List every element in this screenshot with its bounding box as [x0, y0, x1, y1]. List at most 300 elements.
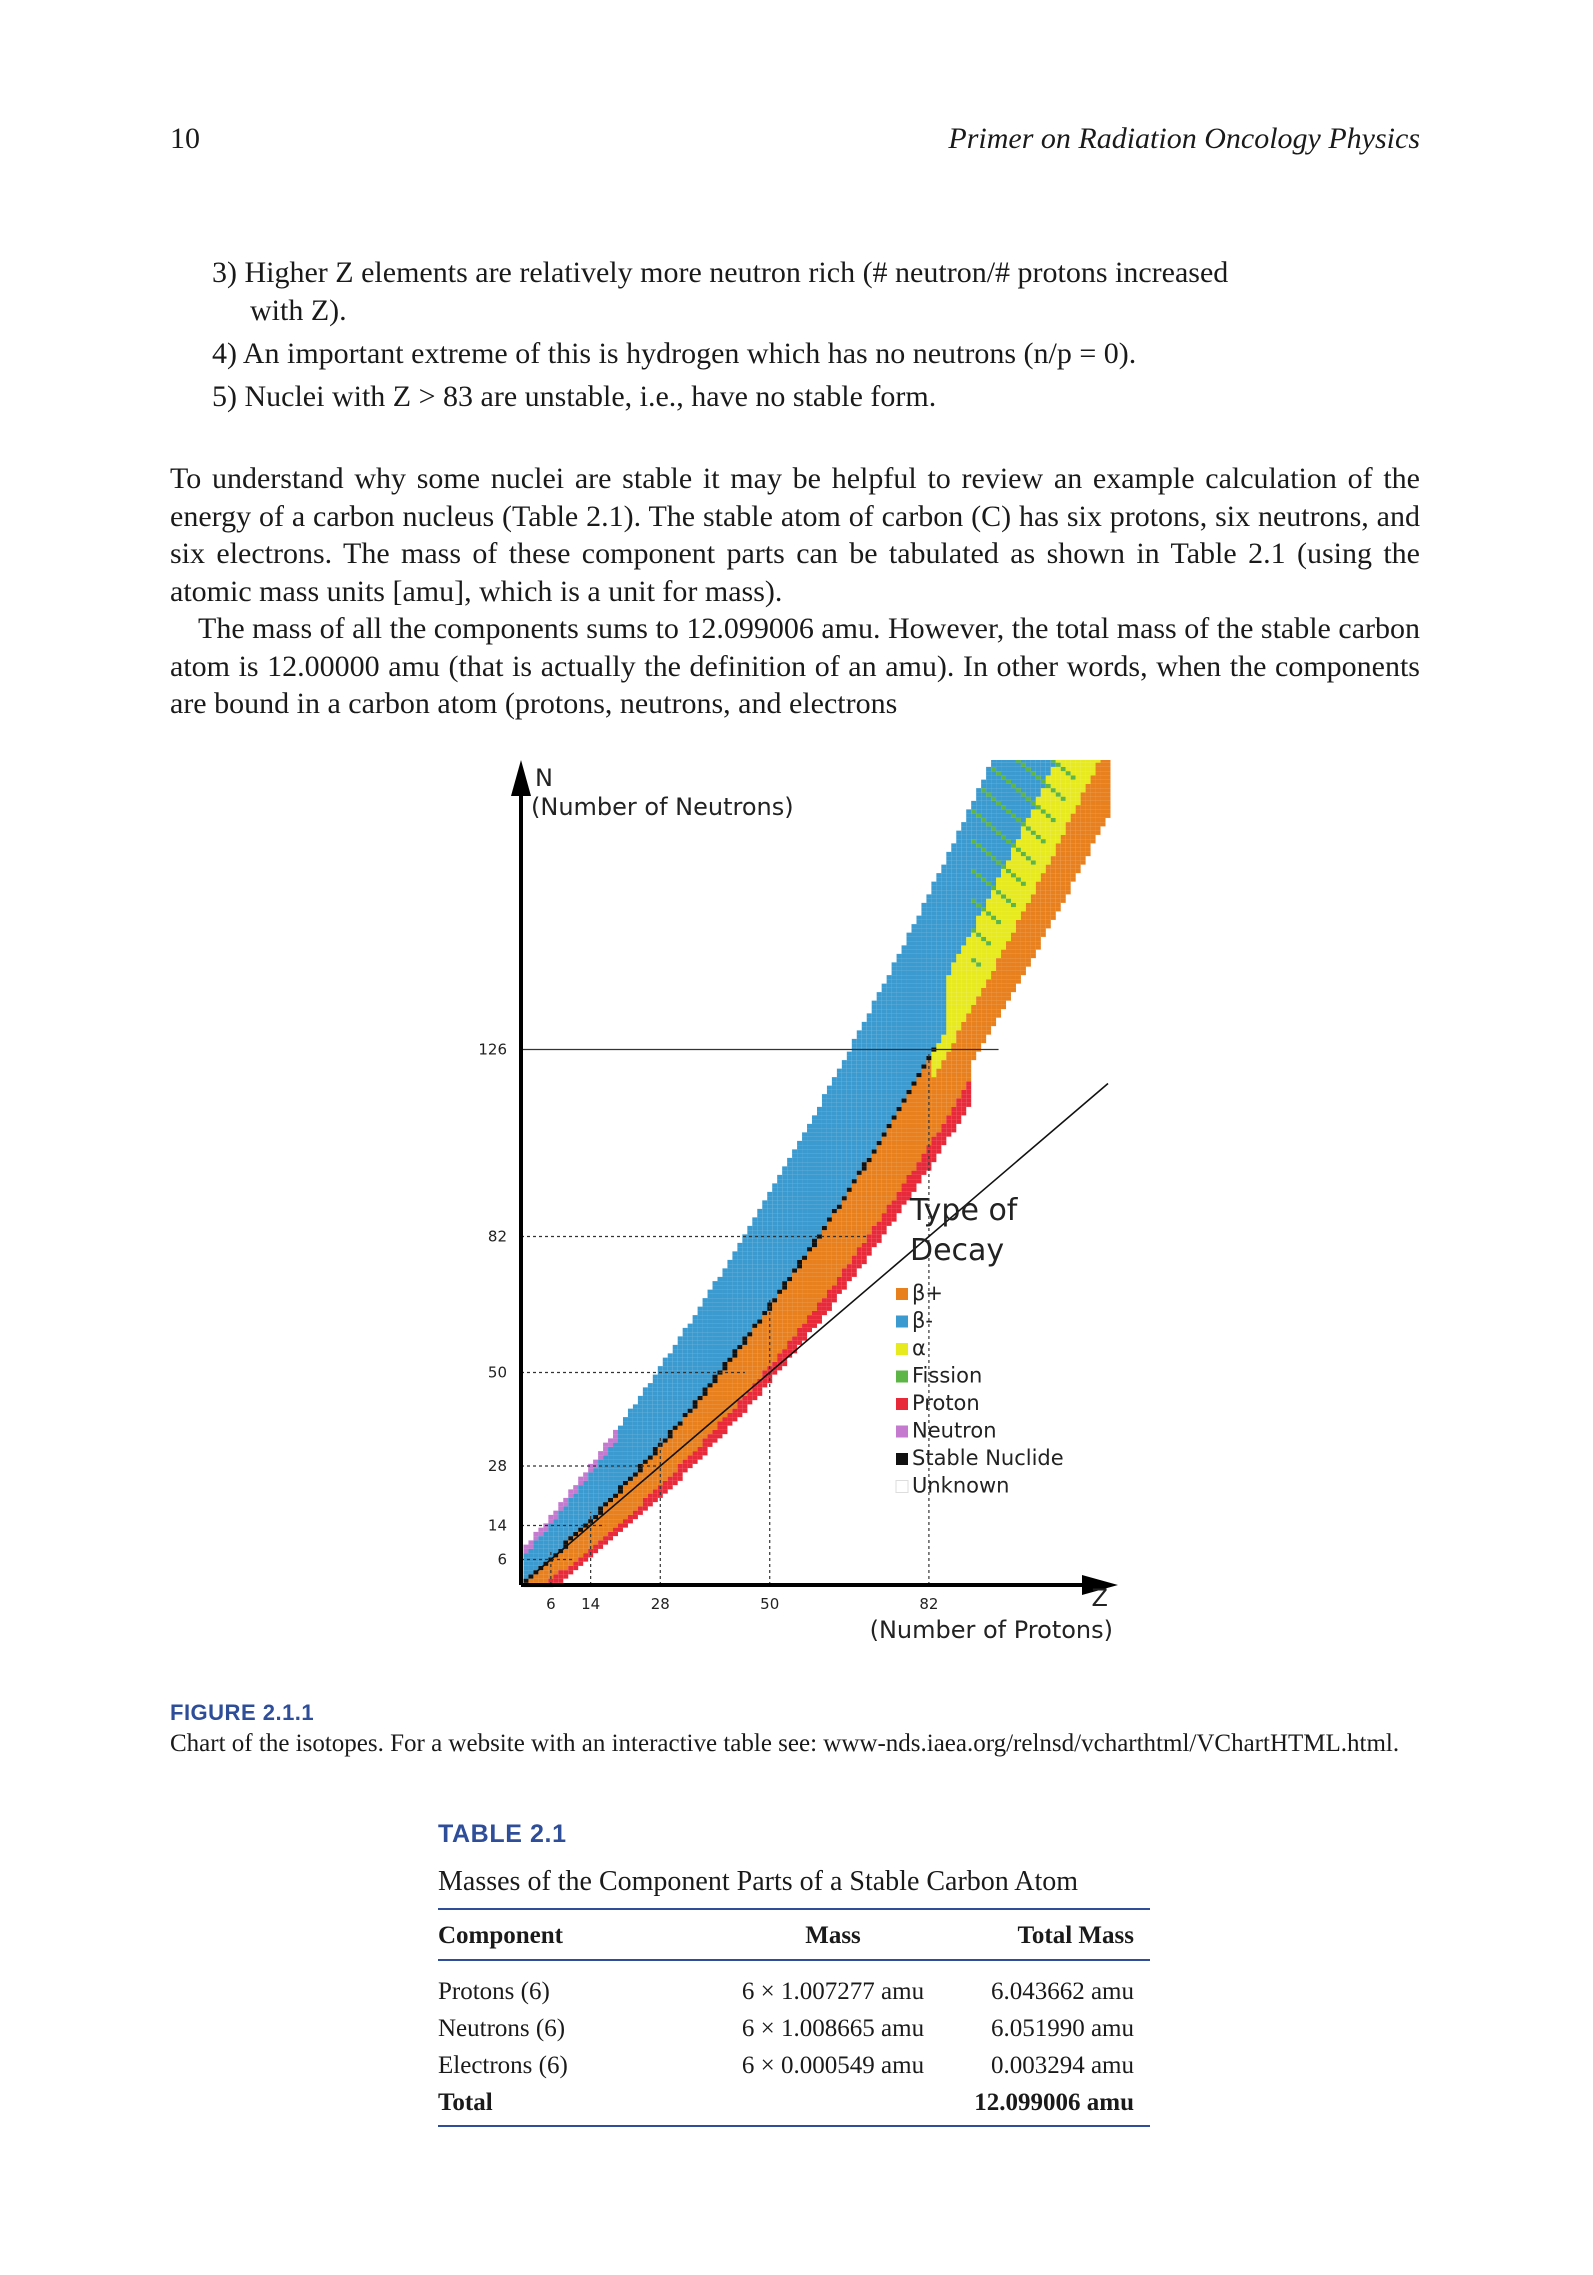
nuclide-cell — [573, 1489, 578, 1493]
nuclide-cell — [1061, 805, 1066, 809]
nuclide-cell — [742, 1307, 747, 1311]
nuclide-cell — [613, 1460, 618, 1464]
nuclide-cell — [832, 1260, 837, 1264]
nuclide-cell — [857, 1264, 862, 1268]
nuclide-cell — [578, 1489, 583, 1493]
nuclide-cell — [1001, 822, 1006, 826]
nuclide-cell — [822, 1247, 827, 1251]
nuclide-cell — [1021, 911, 1026, 915]
nuclide-cell — [802, 1213, 807, 1217]
nuclide-cell — [817, 1302, 822, 1306]
nuclide-cell — [807, 1230, 812, 1234]
nuclide-cell — [872, 1090, 877, 1094]
nuclide-cell — [1006, 818, 1011, 822]
nuclide-cell — [981, 971, 986, 975]
nuclide-cell — [762, 1230, 767, 1234]
nuclide-cell — [633, 1430, 638, 1434]
nuclide-cell — [653, 1455, 658, 1459]
nuclide-cell — [1001, 950, 1006, 954]
nuclide-cell — [971, 928, 976, 932]
nuclide-cell — [832, 1107, 837, 1111]
nuclide-cell — [1026, 869, 1031, 873]
nuclide-cell — [747, 1336, 752, 1340]
nuclide-cell — [931, 916, 936, 920]
nuclide-cell — [802, 1319, 807, 1323]
nuclide-cell — [623, 1477, 628, 1481]
nuclide-cell — [792, 1205, 797, 1209]
nuclide-cell — [941, 958, 946, 962]
nuclide-cell — [961, 873, 966, 877]
nuclide-cell — [747, 1328, 752, 1332]
nuclide-cell — [1036, 792, 1041, 796]
nuclide-cell — [767, 1251, 772, 1255]
nuclide-cell — [926, 1039, 931, 1043]
nuclide-cell — [817, 1115, 822, 1119]
nuclide-cell — [971, 1026, 976, 1030]
nuclide-cell — [1031, 860, 1036, 864]
nuclide-cell — [732, 1324, 737, 1328]
nuclide-cell — [633, 1417, 638, 1421]
nuclide-cell — [921, 945, 926, 949]
nuclide-cell — [1016, 831, 1021, 835]
nuclide-cell — [757, 1349, 762, 1353]
nuclide-cell — [867, 1103, 872, 1107]
nuclide-cell — [807, 1315, 812, 1319]
nuclide-cell — [931, 907, 936, 911]
nuclide-cell — [718, 1392, 723, 1396]
nuclide-cell — [837, 1158, 842, 1162]
nuclide-cell — [683, 1426, 688, 1430]
nuclide-cell — [902, 1001, 907, 1005]
nuclide-cell — [926, 1030, 931, 1034]
nuclide-cell — [916, 937, 921, 941]
nuclide-cell — [817, 1137, 822, 1141]
nuclide-cell — [558, 1574, 563, 1578]
nuclide-cell — [583, 1536, 588, 1540]
nuclide-cell — [951, 852, 956, 856]
nuclide-cell — [1001, 839, 1006, 843]
nuclide-cell — [971, 822, 976, 826]
nuclide-cell — [892, 1026, 897, 1030]
nuclide-cell — [1006, 763, 1011, 767]
nuclide-cell — [722, 1366, 727, 1370]
nuclide-cell — [872, 1064, 877, 1068]
nuclide-cell — [797, 1141, 802, 1145]
nuclide-cell — [941, 1022, 946, 1026]
nuclide-cell — [528, 1562, 533, 1566]
nuclide-cell — [553, 1536, 558, 1540]
nuclide-cell — [1016, 890, 1021, 894]
nuclide-cell — [653, 1404, 658, 1408]
nuclide-cell — [548, 1545, 553, 1549]
nuclide-cell — [832, 1183, 837, 1187]
nuclide-cell — [897, 1128, 902, 1132]
nuclide-cell — [703, 1358, 708, 1362]
nuclide-cell — [852, 1115, 857, 1119]
nuclide-cell — [996, 882, 1001, 886]
nuclide-cell — [673, 1443, 678, 1447]
nuclide-cell — [578, 1485, 583, 1489]
nuclide-cell — [1021, 937, 1026, 941]
nuclide-cell — [1051, 814, 1056, 818]
nuclide-cell — [827, 1239, 832, 1243]
nuclide-cell — [822, 1226, 827, 1230]
nuclide-cell — [1026, 843, 1031, 847]
nuclide-cell — [986, 831, 991, 835]
nuclide-cell — [867, 1154, 872, 1158]
nuclide-cell — [1006, 924, 1011, 928]
nuclide-cell — [872, 1239, 877, 1243]
nuclide-cell — [668, 1387, 673, 1391]
nuclide-cell — [673, 1472, 678, 1476]
nuclide-cell — [812, 1251, 817, 1255]
nuclide-cell — [1011, 784, 1016, 788]
nuclide-cell — [1031, 852, 1036, 856]
nuclide-cell — [897, 1124, 902, 1128]
nuclide-cell — [643, 1481, 648, 1485]
nuclide-cell — [916, 1081, 921, 1085]
nuclide-cell — [752, 1358, 757, 1362]
nuclide-cell — [842, 1179, 847, 1183]
nuclide-cell — [787, 1294, 792, 1298]
nuclide-cell — [598, 1519, 603, 1523]
nuclide-cell — [857, 1043, 862, 1047]
nuclide-cell — [777, 1302, 782, 1306]
nuclide-cell — [693, 1387, 698, 1391]
nuclide-cell — [1061, 822, 1066, 826]
nuclide-cell — [907, 988, 912, 992]
nuclide-cell — [782, 1213, 787, 1217]
nuclide-cell — [668, 1383, 673, 1387]
nuclide-cell — [757, 1387, 762, 1391]
nuclide-cell — [882, 1132, 887, 1136]
nuclide-cell — [797, 1205, 802, 1209]
nuclide-cell — [638, 1506, 643, 1510]
nuclide-cell — [936, 1043, 941, 1047]
nuclide-cell — [558, 1562, 563, 1566]
nuclide-cell — [931, 941, 936, 945]
nuclide-cell — [857, 1222, 862, 1226]
nuclide-cell — [762, 1345, 767, 1349]
nuclide-cell — [693, 1375, 698, 1379]
nuclide-cell — [683, 1447, 688, 1451]
nuclide-cell — [991, 954, 996, 958]
nuclide-cell — [956, 958, 961, 962]
nuclide-cell — [941, 894, 946, 898]
nuclide-cell — [832, 1230, 837, 1234]
nuclide-cell — [877, 1103, 882, 1107]
nuclide-cell — [757, 1209, 762, 1213]
nuclide-cell — [737, 1409, 742, 1413]
nuclide-cell — [1036, 945, 1041, 949]
nuclide-cell — [862, 1035, 867, 1039]
nuclide-cell — [877, 1179, 882, 1183]
nuclide-cell — [936, 1001, 941, 1005]
nuclide-cell — [782, 1217, 787, 1221]
nuclide-cell — [747, 1285, 752, 1289]
nuclide-cell — [986, 911, 991, 915]
nuclide-cell — [976, 933, 981, 937]
nuclide-cell — [1016, 848, 1021, 852]
nuclide-cell — [857, 1256, 862, 1260]
nuclide-cell — [792, 1209, 797, 1213]
nuclide-cell — [742, 1243, 747, 1247]
nuclide-cell — [658, 1400, 663, 1404]
nuclide-cell — [722, 1302, 727, 1306]
nuclide-cell — [872, 1094, 877, 1098]
nuclide-cell — [633, 1426, 638, 1430]
nuclide-cell — [543, 1549, 548, 1553]
nuclide-cell — [852, 1128, 857, 1132]
nuclide-cell — [971, 818, 976, 822]
nuclide-cell — [872, 1209, 877, 1213]
nuclide-cell — [857, 1120, 862, 1124]
nuclide-cell — [921, 996, 926, 1000]
nuclide-cell — [847, 1111, 852, 1115]
nuclide-cell — [971, 877, 976, 881]
nuclide-cell — [1011, 967, 1016, 971]
nuclide-cell — [578, 1511, 583, 1515]
nuclide-cell — [1016, 894, 1021, 898]
nuclide-cell — [688, 1464, 693, 1468]
nuclide-cell — [613, 1434, 618, 1438]
nuclide-cell — [892, 1086, 897, 1090]
nuclide-cell — [877, 1222, 882, 1226]
nuclide-cell — [817, 1277, 822, 1281]
nuclide-cell — [1036, 822, 1041, 826]
nuclide-cell — [867, 1141, 872, 1145]
nuclide-cell — [797, 1175, 802, 1179]
nuclide-cell — [976, 1009, 981, 1013]
nuclide-cell — [837, 1120, 842, 1124]
nuclide-cell — [608, 1443, 613, 1447]
nuclide-cell — [608, 1489, 613, 1493]
nuclide-cell — [956, 860, 961, 864]
nuclide-cell — [912, 988, 917, 992]
nuclide-cell — [837, 1243, 842, 1247]
nuclide-cell — [737, 1400, 742, 1404]
nuclide-cell — [936, 1039, 941, 1043]
nuclide-cell — [857, 1217, 862, 1221]
nuclide-cell — [892, 1217, 897, 1221]
nuclide-cell — [1036, 771, 1041, 775]
nuclide-cell — [718, 1277, 723, 1281]
nuclide-cell — [1031, 873, 1036, 877]
nuclide-cell — [1011, 958, 1016, 962]
nuclide-cell — [1001, 848, 1006, 852]
nuclide-cell — [772, 1298, 777, 1302]
nuclide-cell — [857, 1230, 862, 1234]
nuclide-cell — [638, 1468, 643, 1472]
nuclide-cell — [767, 1205, 772, 1209]
nuclide-cell — [762, 1353, 767, 1357]
nuclide-cell — [792, 1315, 797, 1319]
nuclide-cell — [772, 1273, 777, 1277]
nuclide-cell — [832, 1256, 837, 1260]
nuclide-cell — [693, 1455, 698, 1459]
nuclide-cell — [822, 1307, 827, 1311]
nuclide-cell — [683, 1413, 688, 1417]
nuclide-cell — [991, 1001, 996, 1005]
nuclide-cell — [812, 1145, 817, 1149]
nuclide-cell — [976, 996, 981, 1000]
nuclide-cell — [1011, 937, 1016, 941]
nuclide-cell — [1031, 933, 1036, 937]
nuclide-cell — [1011, 775, 1016, 779]
nuclide-cell — [678, 1396, 683, 1400]
nuclide-cell — [976, 1035, 981, 1039]
nuclide-cell — [1006, 860, 1011, 864]
nuclide-cell — [931, 899, 936, 903]
nuclide-cell — [1036, 775, 1041, 779]
nuclide-cell — [1031, 903, 1036, 907]
nuclide-cell — [563, 1540, 568, 1544]
nuclide-cell — [767, 1294, 772, 1298]
nuclide-cell — [668, 1464, 673, 1468]
nuclide-cell — [792, 1166, 797, 1170]
nuclide-cell — [966, 1005, 971, 1009]
nuclide-cell — [832, 1090, 837, 1094]
nuclide-cell — [1011, 801, 1016, 805]
nuclide-cell — [762, 1294, 767, 1298]
nuclide-cell — [867, 1222, 872, 1226]
nuclide-cell — [936, 924, 941, 928]
nuclide-cell — [628, 1472, 633, 1476]
nuclide-cell — [792, 1154, 797, 1158]
nuclide-cell — [1031, 775, 1036, 779]
nuclide-cell — [628, 1515, 633, 1519]
nuclide-cell — [727, 1315, 732, 1319]
nuclide-cell — [916, 971, 921, 975]
nuclide-cell — [872, 1005, 877, 1009]
nuclide-cell — [708, 1324, 713, 1328]
nuclide-cell — [996, 916, 1001, 920]
nuclide-cell — [1006, 877, 1011, 881]
nuclide-cell — [722, 1332, 727, 1336]
nuclide-cell — [996, 788, 1001, 792]
nuclide-cell — [618, 1511, 623, 1515]
nuclide-cell — [852, 1247, 857, 1251]
nuclide-cell — [986, 992, 991, 996]
nuclide-cell — [862, 1251, 867, 1255]
nuclide-cell — [752, 1315, 757, 1319]
nuclide-cell — [882, 1103, 887, 1107]
nuclide-cell — [718, 1345, 723, 1349]
nuclide-cell — [543, 1545, 548, 1549]
nuclide-cell — [941, 1009, 946, 1013]
nuclide-cell — [568, 1570, 573, 1574]
nuclide-cell — [698, 1413, 703, 1417]
nuclide-cell — [732, 1285, 737, 1289]
nuclide-cell — [708, 1392, 713, 1396]
nuclide-cell — [1026, 822, 1031, 826]
nuclide-cell — [902, 1128, 907, 1132]
nuclide-cell — [1036, 886, 1041, 890]
nuclide-cell — [588, 1494, 593, 1498]
nuclide-cell — [593, 1472, 598, 1476]
nuclide-cell — [742, 1332, 747, 1336]
nuclide-cell — [892, 1149, 897, 1153]
nuclide-cell — [718, 1328, 723, 1332]
nuclide-cell — [583, 1498, 588, 1502]
nuclide-cell — [807, 1277, 812, 1281]
nuclide-cell — [588, 1477, 593, 1481]
nuclide-cell — [882, 1166, 887, 1170]
nuclide-cell — [688, 1379, 693, 1383]
nuclide-cell — [787, 1217, 792, 1221]
nuclide-cell — [608, 1515, 613, 1519]
nuclide-cell — [822, 1179, 827, 1183]
nuclide-cell — [956, 848, 961, 852]
nuclide-cell — [807, 1158, 812, 1162]
nuclide-cell — [837, 1273, 842, 1277]
nuclide-cell — [1061, 894, 1066, 898]
nuclide-cell — [986, 780, 991, 784]
nuclide-cell — [847, 1273, 852, 1277]
nuclide-cell — [897, 1171, 902, 1175]
nuclide-cell — [956, 1081, 961, 1085]
nuclide-cell — [563, 1519, 568, 1523]
nuclide-cell — [887, 1120, 892, 1124]
nuclide-cell — [732, 1396, 737, 1400]
nuclide-cell — [782, 1179, 787, 1183]
nuclide-cell — [1056, 873, 1061, 877]
nuclide-cell — [543, 1553, 548, 1557]
nuclide-cell — [762, 1298, 767, 1302]
nuclide-cell — [658, 1409, 663, 1413]
nuclide-cell — [862, 1141, 867, 1145]
nuclide-cell — [887, 1209, 892, 1213]
nuclide-cell — [847, 1052, 852, 1056]
nuclide-cell — [822, 1175, 827, 1179]
nuclide-cell — [847, 1090, 852, 1094]
nuclide-cell — [996, 818, 1001, 822]
nuclide-cell — [777, 1251, 782, 1255]
nuclide-cell — [1046, 924, 1051, 928]
nuclide-cell — [722, 1273, 727, 1277]
nuclide-cell — [971, 1056, 976, 1060]
nuclide-cell — [1006, 852, 1011, 856]
nuclide-cell — [663, 1472, 668, 1476]
nuclide-cell — [1011, 975, 1016, 979]
nuclide-cell — [921, 1030, 926, 1034]
nuclide-cell — [782, 1285, 787, 1289]
nuclide-cell — [772, 1251, 777, 1255]
nuclide-cell — [976, 1022, 981, 1026]
nuclide-cell — [971, 962, 976, 966]
nuclide-cell — [842, 1073, 847, 1077]
nuclide-cell — [713, 1290, 718, 1294]
nuclide-cell — [1056, 797, 1061, 801]
nuclide-cell — [1046, 899, 1051, 903]
nuclide-cell — [1016, 945, 1021, 949]
nuclide-cell — [981, 886, 986, 890]
nuclide-cell — [931, 1090, 936, 1094]
nuclide-cell — [986, 916, 991, 920]
nuclide-cell — [872, 1183, 877, 1187]
nuclide-cell — [832, 1213, 837, 1217]
nuclide-cell — [1006, 967, 1011, 971]
nuclide-cell — [867, 1145, 872, 1149]
nuclide-cell — [981, 890, 986, 894]
nuclide-cell — [718, 1396, 723, 1400]
nuclide-cell — [1006, 920, 1011, 924]
nuclide-cell — [931, 1009, 936, 1013]
nuclide-cell — [907, 1094, 912, 1098]
nuclide-cell — [1001, 916, 1006, 920]
nuclide-cell — [787, 1273, 792, 1277]
nuclide-cell — [787, 1166, 792, 1170]
